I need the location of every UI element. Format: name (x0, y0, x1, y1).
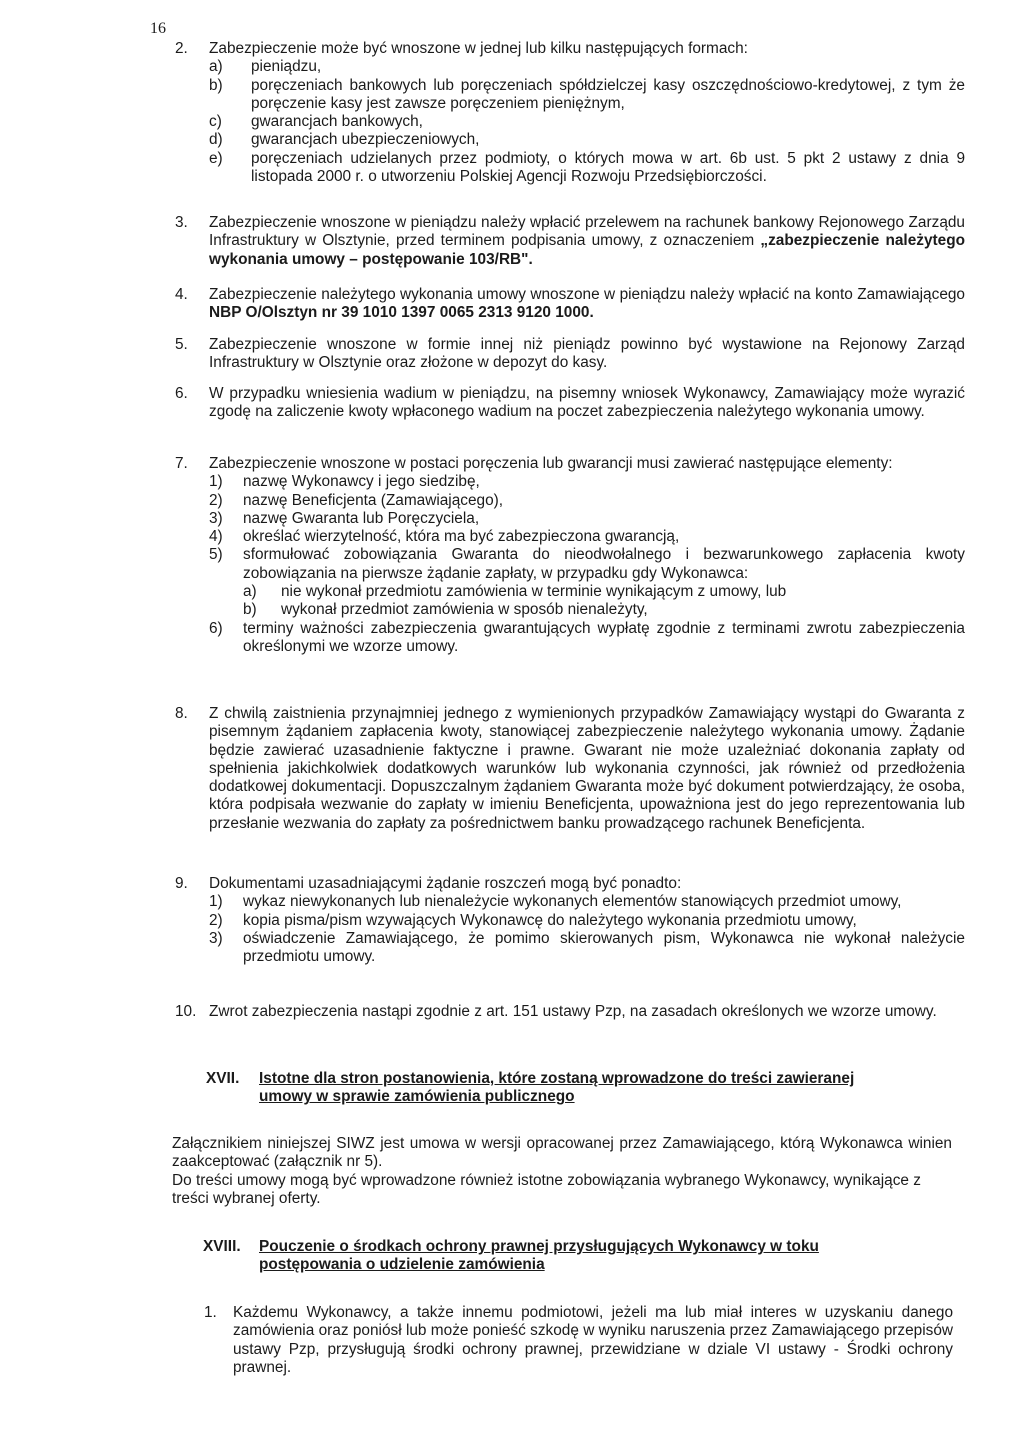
section-18-item-1-text: Każdemu Wykonawcy, a także innemu podmiotowi, jeżeli ma lub miał interes w uzyskaniu danego zamówienia oraz poniósł lub może ponieść szkodę w wyniku naruszenia przez Zamawiającego przepisów ustawy Pzp, przysługują środki ochrony prawnej, przewidziane w dziale VI ustawy - Środki ochrony prawnej. (233, 1304, 953, 1376)
list-item: 1) wykaz niewykonanych lub nienależycie wykonanych elementów stanowiących przedmiot umowy, (209, 893, 902, 911)
item-number: 7. (175, 455, 188, 472)
list-item: 2) nazwę Beneficjenta (Zamawiającego), (209, 491, 504, 509)
list-item: 6) terminy ważności zabezpieczenia gwarantujących wypłatę zgodnie z terminami zwrotu zabezpieczenia określonymi we wzorze umowy. (209, 619, 965, 655)
item-7-intro: Zabezpieczenie wnoszone w postaci poręczenia lub gwarancji musi zawierać następujące elementy: (209, 455, 893, 472)
list-item: 3) oświadczenie Zamawiającego, że pomimo skierowanych pism, Wykonawca nie wykonał należycie przedmiotu umowy. (209, 929, 965, 966)
list-item: 3) nazwę Gwaranta lub Poręczyciela, (209, 509, 480, 527)
list-item: 1) nazwę Wykonawcy i jego siedzibę, (209, 473, 480, 491)
item-6-text: W przypadku wniesienia wadium w pieniądzu, na pisemny wniosek Wykonawcy, Zamawiający może wyrazić zgodę na zaliczenie kwoty wpłaconego wadium na poczet zabezpieczenia należytego wykonania umowy. (209, 385, 965, 421)
item-number: 4. (175, 286, 188, 303)
page-number: 16 (150, 20, 166, 37)
item-number: 8. (175, 705, 188, 722)
list-item: d) gwarancjach ubezpieczeniowych, (209, 131, 480, 149)
list-item: e) poręczeniach udzielanych przez podmioty, o których mowa w art. 6b ust. 5 pkt 2 ustawy z dnia 9 listopada 2000 r. o utworzeniu Polskiej Agencji Rozwoju Przedsiębiorczości. (209, 149, 965, 186)
section-number: XVII. (206, 1070, 240, 1087)
item-3-text: Zabezpieczenie wnoszone w pieniądzu należy wpłacić przelewem na rachunek bankowy Rejonowego Zarządu Infrastruktury w Olsztynie, przed terminem podpisania umowy, z oznaczeniem „zabezpieczenie należytego wykonania umowy – postępowanie 103/RB". (209, 214, 965, 268)
item-5-text: Zabezpieczenie wnoszone w formie innej niż pieniądz powinno być wystawione na Rejonowy Zarząd Infrastruktury w Olsztynie oraz złożone w depozyt do kasy. (209, 336, 965, 372)
item-number: 3. (175, 214, 188, 231)
list-item: b) poręczeniach bankowych lub poręczeniach spółdzielczej kasy oszczędnościowo-kredytowej, z tym że poręczenie kasy jest zawsze poręczeniem pieniężnym, (209, 76, 965, 112)
list-item: 5) sformułować zobowiązania Gwaranta do nieodwołalnego i bezwarunkowego zapłacenia kwoty zobowiązania na pierwsze żądanie zapłaty, w przypadku gdy Wykonawca: (209, 546, 965, 582)
item-10-text: Zwrot zabezpieczenia nastąpi zgodnie z art. 151 ustawy Pzp, na zasadach określonych we wzorze umowy. (209, 1003, 937, 1020)
item-number: 6. (175, 385, 188, 402)
item-number: 9. (175, 875, 188, 892)
item-9-intro: Dokumentami uzasadniającymi żądanie roszczeń mogą być ponadto: (209, 875, 682, 892)
list-item: a) pieniądzu, (209, 58, 322, 76)
item-number: 2. (175, 40, 188, 57)
list-item: 4) określać wierzytelność, która ma być zabezpieczona gwarancją, (209, 528, 680, 546)
list-item: c) gwarancjach bankowych, (209, 113, 423, 131)
item-4-text: Zabezpieczenie należytego wykonania umowy wnoszone w pieniądzu należy wpłacić na konto Zamawiającego NBP O/Olsztyn nr 39 1010 1397 0065 2313 9120 1000. (209, 286, 965, 322)
item-number: 5. (175, 336, 188, 353)
section-17-paragraph-2: Do treści umowy mogą być wprowadzone również istotne zobowiązania wybranego Wykonawcy, wynikające z treści wybranej oferty. (172, 1172, 921, 1208)
item-number: 10. (175, 1003, 197, 1020)
list-item: 2) kopia pisma/pism wzywających Wykonawcę do należytego wykonania przedmiotu umowy, (209, 911, 857, 929)
section-number: XVIII. (203, 1238, 241, 1255)
section-title: Pouczenie o środkach ochrony prawnej przysługujących Wykonawcy w toku postępowania o udzielenie zamówienia (259, 1238, 819, 1274)
item-2-intro: Zabezpieczenie może być wnoszone w jednej lub kilku następujących formach: (209, 40, 748, 57)
list-item: b) wykonał przedmiot zamówienia w sposób nienależyty, (243, 601, 648, 619)
item-8-text: Z chwilą zaistnienia przynajmniej jednego z wymienionych przypadków Zamawiający wystąpi do Gwaranta z pisemnym żądaniem zapłacenia kwoty, stanowiącej zabezpieczenie należytego wykonania umowy. Żądanie będzie zawierać uzasadnienie faktyczne i prawne. Gwarant nie może uzależniać dokonania zapłaty od spełnienia jakichkolwiek dodatkowych warunków lub wykonania czynności, jak również od przedłożenia dodatkowej dokumentacji. Dopuszczalnym żądaniem Gwaranta może być dokument potwierdzający, że osoba, która podpisała wezwanie do zapłaty w imieniu Beneficjenta, upoważniona jest do jego reprezentowania lub przesłanie wezwania do zapłaty za pośrednictwem banku prowadzącego rachunek Beneficjenta. (209, 705, 965, 832)
item-number: 1. (204, 1304, 217, 1321)
list-item: a) nie wykonał przedmiotu zamówienia w terminie wynikającym z umowy, lub (243, 583, 787, 601)
section-title: Istotne dla stron postanowienia, które zostaną wprowadzone do treści zawieranej umowy w sprawie zamówienia publicznego (259, 1070, 855, 1106)
section-17-paragraph-1: Załącznikiem niniejszej SIWZ jest umowa w wersji opracowanej przez Zamawiającego, którą Wykonawca winien zaakceptować (załącznik nr 5). (172, 1135, 952, 1171)
